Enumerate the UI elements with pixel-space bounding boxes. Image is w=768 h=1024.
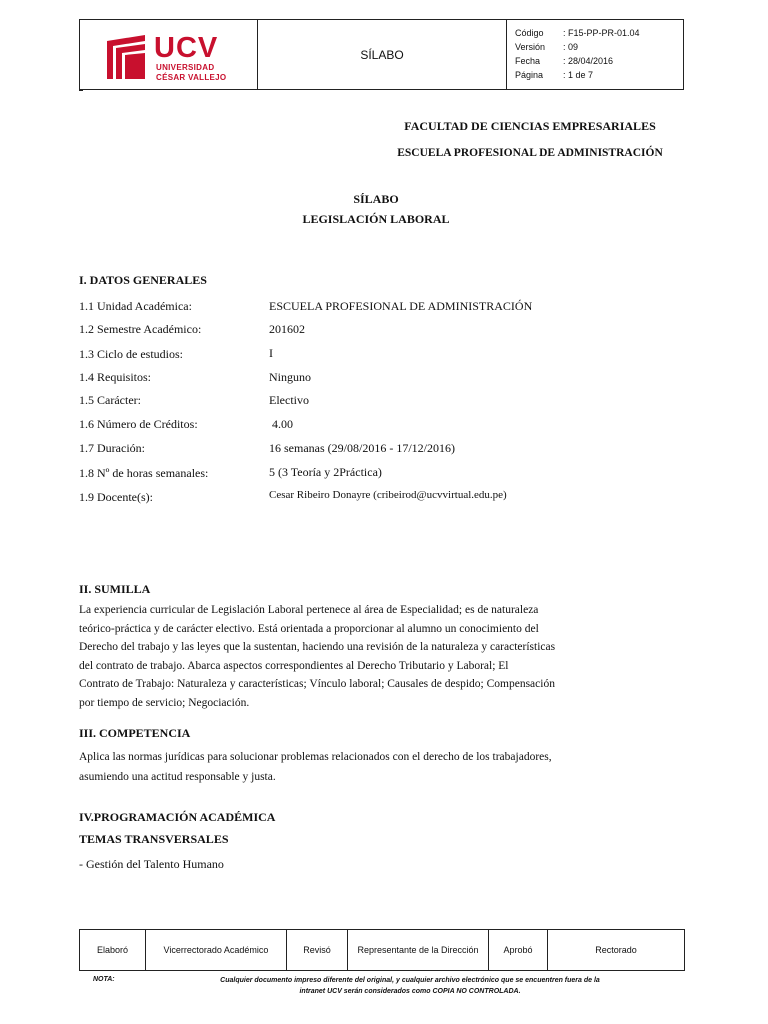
general-row-label: 1.9 Docente(s): [79, 490, 153, 504]
footer-cell-elaboro: Elaboró [80, 930, 146, 970]
meta-row-version [515, 40, 683, 54]
approval-table [79, 929, 685, 971]
general-row-label: 1.3 Ciclo de estudios: [79, 347, 183, 361]
general-row-label: 1.8 Nº de horas semanales: [79, 466, 209, 480]
meta-value: : 09 [563, 42, 579, 52]
footer-cell-reviso: Revisó [287, 930, 348, 970]
meta-value: : 1 de 7 [563, 70, 594, 80]
logo-wordmark: UCV [154, 32, 219, 64]
general-row-label: 1.1 Unidad Académica: [79, 299, 192, 313]
section-heading-competencia: III. COMPETENCIA [79, 726, 191, 740]
header-corner-mark [79, 90, 83, 91]
section-heading-programacion: IV.PROGRAMACIÓN ACADÉMICA [79, 810, 276, 824]
header-title: SÍLABO [258, 20, 507, 89]
general-row-value: I [269, 346, 273, 360]
school-title: ESCUELA PROFESIONAL DE ADMINISTRACIÓN [397, 147, 663, 159]
paragraph-line: por tiempo de servicio; Negociación. [79, 696, 250, 709]
ucv-logo-icon [105, 35, 147, 79]
document-header [79, 19, 684, 90]
general-row-label: 1.4 Requisitos: [79, 370, 152, 384]
competencia-paragraph [79, 747, 619, 787]
note-label: NOTA: [93, 976, 115, 983]
meta-row-date [515, 54, 683, 68]
course-title: LEGISLACIÓN LABORAL [302, 212, 450, 226]
general-row-value: 5 (3 Teoría y 2Práctica) [269, 465, 382, 479]
paragraph-line: La experiencia curricular de Legislación Laboral pertenece al área de Especialidad; es de naturaleza [79, 604, 539, 616]
footer-cell-vicerrectorado: Vicerrectorado Académico [146, 930, 287, 970]
faculty-title: FACULTAD DE CIENCIAS EMPRESARIALES [404, 119, 656, 133]
paragraph-line: Derecho del trabajo y las leyes que la sustentan, haciendo una revisión de la naturaleza y características [79, 641, 556, 653]
section-heading-sumilla: II. SUMILLA [79, 582, 151, 596]
paragraph-line: Contrato de Trabajo: Naturaleza y características; Vínculo laboral; Causales de despido; Compensación [79, 678, 555, 690]
paragraph-line: Aplica las normas jurídicas para solucionar problemas relacionados con el derecho de los trabajadores, [79, 751, 552, 763]
meta-row-page [515, 68, 683, 82]
general-row-value: 4.00 [269, 417, 293, 431]
general-row-label: 1.7 Duración: [79, 441, 145, 455]
meta-value: : F15-PP-PR-01.04 [563, 28, 640, 38]
header-meta [507, 20, 683, 89]
note-line: intranet UCV serán considerados como COPIA NO CONTROLADA. [299, 988, 521, 995]
logo-subtitle-2: CÉSAR VALLEJO [156, 73, 227, 82]
section-heading-general: I. DATOS GENERALES [79, 273, 207, 287]
paragraph-line: del contrato de trabajo. Abarca aspectos correspondientes al Derecho Tributario y Laboral; El [79, 659, 509, 672]
meta-key: Código [515, 28, 544, 38]
general-row-value: Cesar Ribeiro Donayre (cribeirod@ucvvirtual.edu.pe) [269, 489, 507, 501]
transversal-item: - Gestión del Talento Humano [79, 857, 224, 871]
sumilla-paragraph [79, 601, 619, 712]
general-row-label: 1.6 Número de Créditos: [79, 417, 198, 431]
meta-key: Fecha [515, 56, 541, 66]
note-line: Cualquier documento impreso diferente del original, y cualquier archivo electrónico que se encuentren fuera de la [220, 977, 600, 984]
meta-key: Versión [515, 42, 546, 52]
paragraph-line: asumiendo una actitud responsable y justa. [79, 771, 276, 783]
meta-row-code [515, 26, 683, 40]
logo-cell [80, 20, 258, 89]
footer-cell-aprobo: Aprobó [489, 930, 548, 970]
logo-subtitle-1: UNIVERSIDAD [156, 63, 215, 72]
general-row-label: 1.2 Semestre Académico: [79, 322, 202, 336]
general-row-value: 201602 [269, 322, 305, 336]
general-row-value: Ninguno [269, 370, 311, 384]
general-row-value: 16 semanas (29/08/2016 - 17/12/2016) [269, 441, 455, 455]
general-row-label: 1.5 Carácter: [79, 393, 141, 407]
doc-title: SÍLABO [353, 192, 399, 206]
meta-key: Página [515, 70, 544, 80]
general-row-value: ESCUELA PROFESIONAL DE ADMINISTRACIÓN [269, 299, 533, 313]
note-text [180, 975, 640, 997]
meta-value: : 28/04/2016 [563, 56, 614, 66]
subheading-transversales: TEMAS TRANSVERSALES [79, 832, 229, 846]
footer-cell-rectorado: Rectorado [595, 945, 637, 955]
general-row-value: Electivo [269, 393, 309, 407]
paragraph-line: teórico-práctica y de carácter electivo. Está orientada a proporcionar al alumno un conocimiento del [79, 622, 539, 635]
footer-cell-representante: Representante de la Dirección [348, 930, 489, 970]
